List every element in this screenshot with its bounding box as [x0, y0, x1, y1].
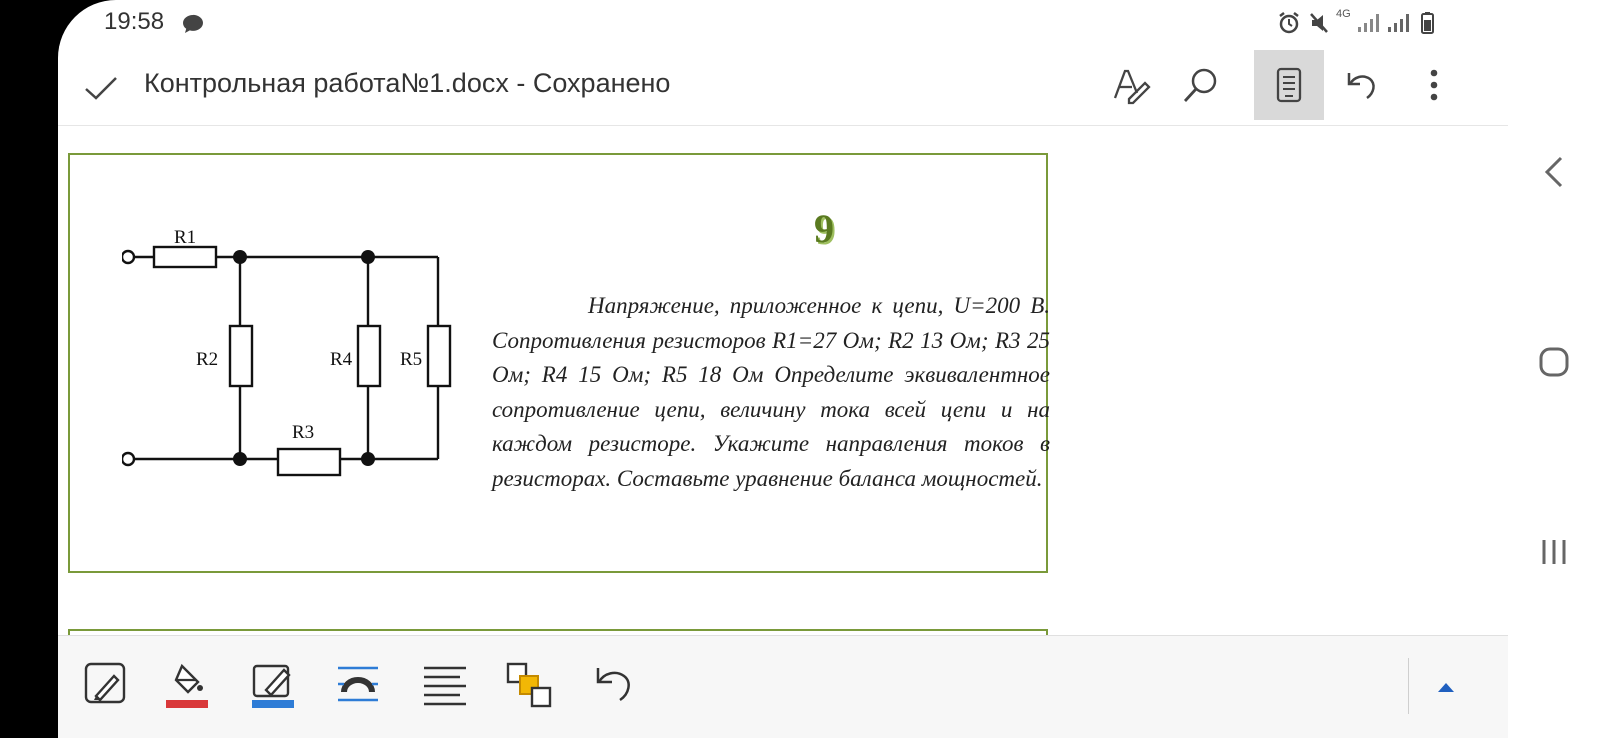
layout-icon[interactable] [502, 658, 556, 712]
highlight-color-swatch [252, 700, 294, 708]
fill-color-swatch [166, 700, 208, 708]
recent-apps-icon[interactable] [1508, 522, 1600, 582]
document-title: Контрольная работа№1.docx - Сохранено [144, 68, 671, 98]
status-bar [58, 0, 1508, 46]
bottom-toolbar [58, 635, 1508, 738]
label-r4: R4 [330, 349, 353, 370]
alarm-icon [1280, 13, 1298, 32]
search-icon[interactable] [1166, 50, 1236, 120]
signal-icon [1358, 14, 1379, 32]
task-text: Напряжение, приложенное к цепи, U=200 В. Сопротивления резисторов R1=27 Ом; R2 13 Ом; R3 25 Ом; R4 15 Ом; R5 18 Ом Определите эквивалентное сопротивление цепи, величину тока всей цепи и на каждом резисторе. Укажите направления токов в резисторах. Составьте уравнение баланса мощностей. [492, 293, 1050, 491]
task-number: 9 [814, 206, 834, 251]
label-r2: R2 [196, 349, 219, 370]
document-canvas[interactable] [58, 127, 1508, 635]
status-time: 19:58 [104, 8, 165, 35]
app-screen [58, 0, 1508, 738]
label-r3: R3 [292, 422, 315, 443]
format-pen-icon[interactable] [1096, 50, 1166, 120]
document-text-frame [68, 153, 1048, 573]
mute-icon [1311, 14, 1327, 32]
label-r5: R5 [400, 349, 423, 370]
status-icons [1276, 10, 1456, 41]
expand-up-icon[interactable] [1426, 666, 1466, 706]
draw-icon[interactable] [80, 658, 134, 712]
highlight-icon[interactable] [248, 658, 302, 712]
fill-color-icon[interactable] [162, 658, 216, 712]
label-r1: R1 [174, 227, 197, 248]
undo-icon[interactable] [586, 658, 640, 712]
circuit-diagram [122, 195, 502, 515]
back-chevron-icon[interactable] [1508, 142, 1600, 202]
home-icon[interactable] [1508, 332, 1600, 392]
check-icon[interactable] [80, 68, 120, 108]
system-nav-bar [1508, 0, 1600, 738]
network-label: 4G [1336, 8, 1351, 20]
undo-icon[interactable] [1324, 50, 1394, 120]
mobile-view-icon[interactable] [1254, 50, 1324, 120]
battery-icon [1422, 12, 1433, 33]
chat-icon [182, 14, 204, 39]
align-icon[interactable] [418, 658, 472, 712]
paragraph-style-icon[interactable] [332, 658, 386, 712]
signal-icon [1388, 14, 1409, 32]
app-bar [58, 46, 1508, 126]
toolbar-divider [1408, 658, 1409, 714]
more-icon[interactable] [1404, 50, 1464, 120]
